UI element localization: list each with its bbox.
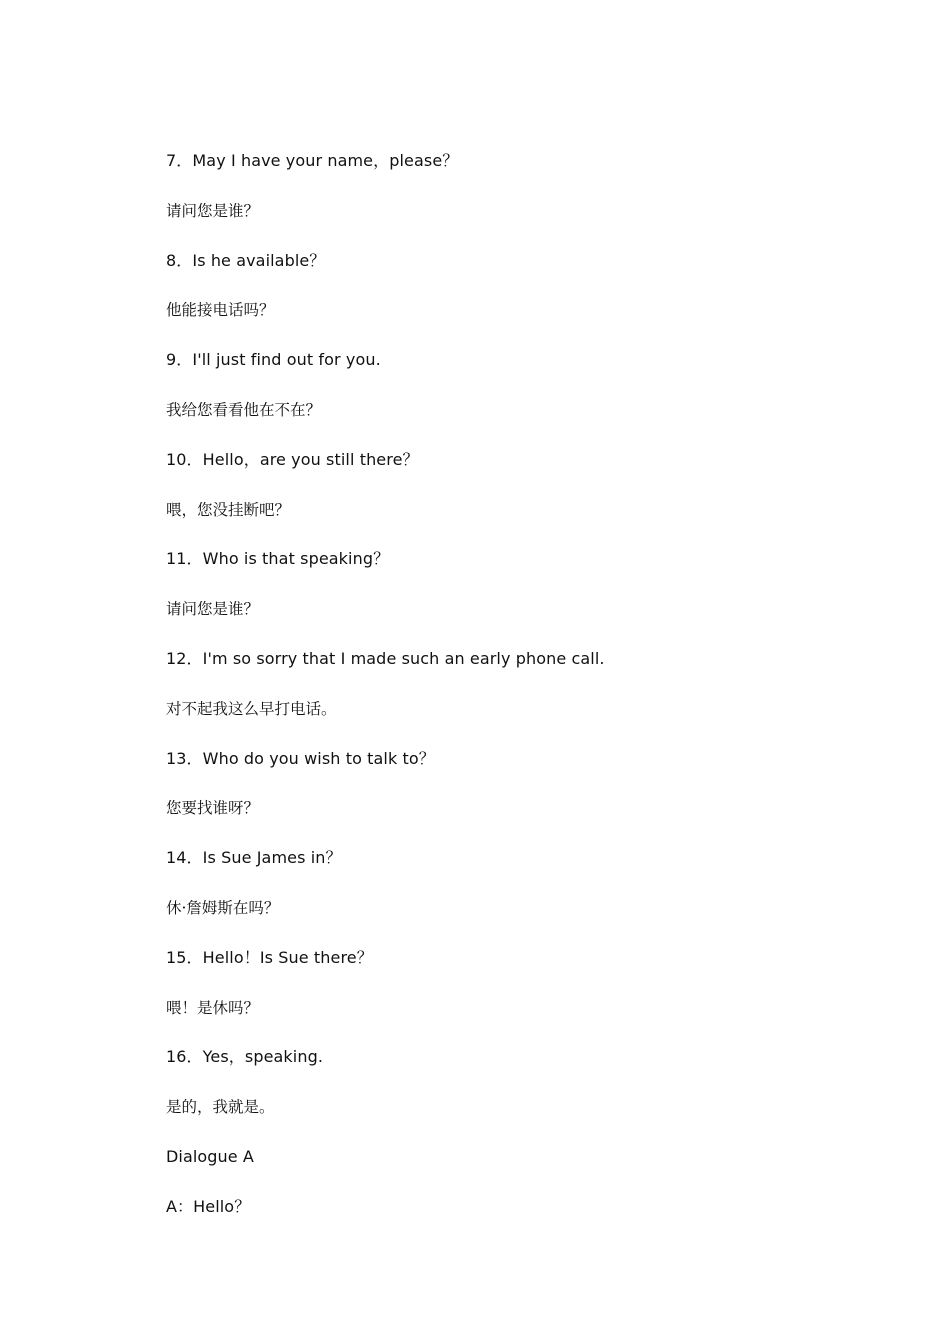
phrase-english: 14．Is Sue James in？: [166, 848, 342, 868]
phrase-chinese: 对不起我这么早打电话。: [166, 699, 337, 718]
phrase-english: 16．Yes，speaking.: [166, 1047, 324, 1067]
phrase-english: 10．Hello，are you still there？: [166, 449, 419, 469]
phrase-chinese: 请问您是谁？: [166, 201, 260, 220]
phrase-english: 12．I'm so sorry that I made such an early phone call.: [166, 648, 605, 668]
phrase-english: 15．Hello！Is Sue there？: [166, 947, 373, 967]
dialogue-line: A：Hello？: [166, 1196, 251, 1216]
document-body: [166, 144, 866, 1240]
phrase-english: 13．Who do you wish to talk to？: [166, 748, 435, 768]
phrase-chinese: 喂，您没挂断吧？: [166, 500, 291, 519]
phrase-chinese: 喂！是休吗？: [166, 998, 260, 1017]
phrase-chinese: 请问您是谁？: [166, 600, 260, 619]
phrase-english: 11．Who is that speaking？: [166, 549, 390, 569]
phrase-chinese: 休·詹姆斯在吗？: [166, 898, 280, 917]
phrase-english: 8．Is he available？: [166, 250, 326, 270]
phrase-chinese: 他能接电话吗？: [166, 301, 275, 320]
phrase-chinese: 是的，我就是。: [166, 1098, 275, 1117]
phrase-chinese: 您要找谁呀？: [166, 799, 260, 818]
phrase-english: 9．I'll just find out for you.: [166, 350, 381, 370]
section-heading: Dialogue A: [166, 1146, 254, 1166]
phrase-chinese: 我给您看看他在不在？: [166, 400, 322, 419]
phrase-english: 7．May I have your name，please？: [166, 151, 459, 170]
